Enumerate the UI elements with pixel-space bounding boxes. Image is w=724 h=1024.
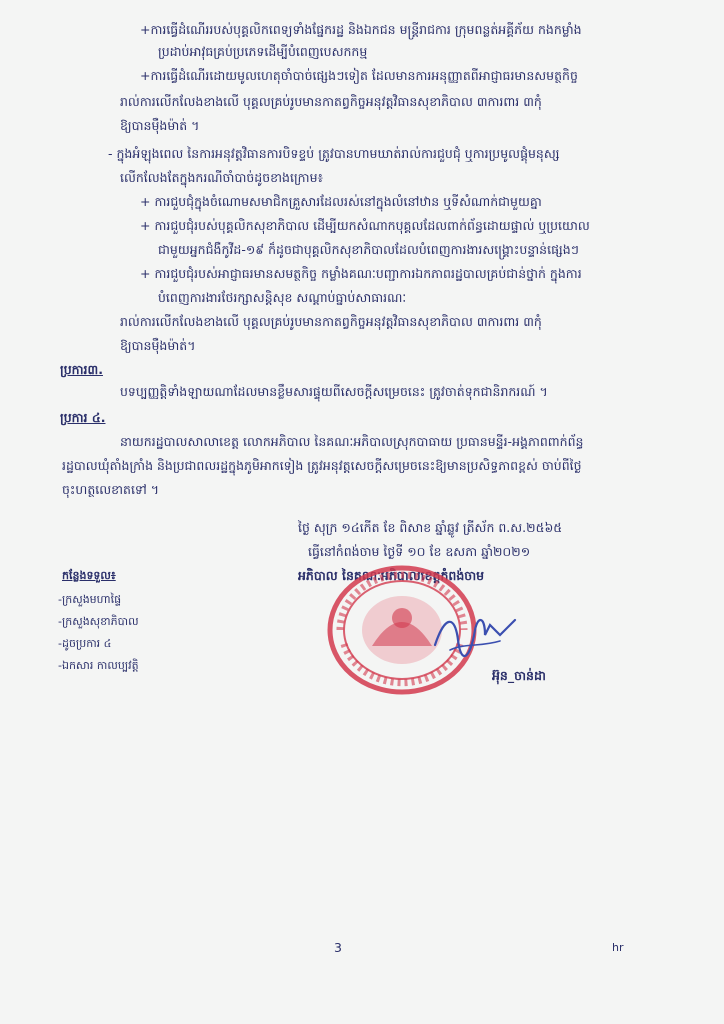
article4-body: ចុះហត្ថលេខាតទៅ ។ bbox=[62, 482, 160, 497]
article4-body: រដ្ឋបាលឃុំតាំងក្រាំង និងប្រជាពលរដ្ឋក្នុងភូមិអាកទៀង ត្រូវអនុវត្តសេចក្តីសម្រេចនេះឱ្យមានប្រសិទ្ធភាពខ្ពស់ ចាប់ពីថ្ងៃ bbox=[62, 458, 582, 473]
text-line: ប្រដាប់អាវុធគ្រប់ប្រភេទដើម្បីបំពេញបេសកកម្ម bbox=[158, 44, 368, 59]
text-line: + ការជួបជុំក្នុងចំណោមសមាជិកគ្រួសារដែលរស់នៅក្នុងលំនៅឋាន ឬទីសំណាក់ជាមួយគ្នា bbox=[140, 194, 542, 209]
text-line: - ក្នុងអំឡុងពេល នៃការអនុវត្តវិធានការបិទខ្ទប់ ត្រូវបានហាមឃាត់រាល់ការជួបជុំ ឬការប្រមូលផ្តុំមនុស្ស bbox=[108, 146, 560, 161]
text-line: បំពេញការងារថែរក្សាសន្តិសុខ សណ្តាប់ធ្នាប់សាធារណៈ bbox=[158, 290, 407, 305]
recipient-item: -ឯកសារ កាលប្បវត្តិ bbox=[58, 659, 139, 672]
article3-body: បទប្បញ្ញត្តិទាំងឡាយណាដែលមានខ្លឹមសារផ្ទុយពីសេចក្តីសម្រេចនេះ ត្រូវចាត់ទុកជានិរាករណ៍ ។ bbox=[120, 384, 548, 399]
text-line: +ការធ្វើដំណើររបស់បុគ្គលិកពេទ្យទាំងផ្នែករដ្ឋ និងឯកជន មន្ត្រីរាជការ ក្រុមពន្លត់អគ្គីភ័យ កងកម្លាំង bbox=[140, 22, 582, 37]
text-line: + ការជួបជុំរបស់បុគ្គលិកសុខាភិបាល ដើម្បីយកសំណាកបុគ្គលដែលពាក់ព័ន្ធដោយផ្ទាល់ ឬប្រយោល bbox=[140, 218, 590, 233]
page-number: 3 bbox=[334, 940, 342, 955]
text-line: លើកលែងតែក្នុងករណីចាំបាច់ដូចខាងក្រោម៖ bbox=[120, 170, 324, 185]
footer-mark: hr bbox=[612, 941, 624, 954]
recipient-item: -ក្រសួងមហាផ្ទៃ bbox=[58, 593, 122, 606]
solar-date: ធ្វើនៅកំពង់ចាម ថ្ងៃទី ១០ ខែ ឧសភា ឆ្នាំ២០២១ bbox=[308, 544, 531, 559]
text-line: +ការធ្វើដំណើរដោយមូលហេតុចាំបាច់ផ្សេងៗទៀត ដែលមានការអនុញ្ញាតពីអាជ្ញាធរមានសមត្ថកិច្ច bbox=[140, 68, 578, 83]
handwritten-signature bbox=[430, 605, 520, 665]
text-line: ឱ្យបានម៉ឺងម៉ាត់។ bbox=[120, 338, 196, 353]
recipients-heading: កន្លែងទទួល៖ bbox=[62, 569, 116, 582]
recipient-item: -ក្រសួងសុខាភិបាល bbox=[58, 615, 139, 628]
text-line: + ការជួបជុំរបស់អាជ្ញាធរមានសមត្ថកិច្ច កម្លាំងគណៈបញ្ជាការឯកភាពរដ្ឋបាលគ្រប់ជាន់ថ្នាក់ ក្នុងការ bbox=[140, 266, 582, 281]
signatory-name: អ៊ុន_ចាន់ដា bbox=[492, 668, 546, 683]
text-line: ជាមួយអ្នកជំងឺកូវីដ-១៩ ក៏ដូចជាបុគ្គលិកសុខាភិបាលដែលបំពេញការងារសង្គ្រោះបន្ទាន់ផ្សេងៗ bbox=[158, 242, 579, 257]
recipient-item: -ដូចប្រការ ៤ bbox=[58, 637, 112, 650]
article4-heading: ប្រការ ៤. bbox=[60, 410, 106, 425]
lunar-date: ថ្ងៃ សុក្រ ១៤កើត ខែ ពិសាខ ឆ្នាំឆ្លូវ ត្រីស័ក ព.ស.២៥៦៥ bbox=[298, 520, 563, 535]
article3-heading: ប្រការ៣. bbox=[60, 362, 103, 377]
text-line: ឱ្យបានម៉ឺងម៉ាត់ ។ bbox=[120, 118, 200, 133]
text-line: រាល់ការលើកលែងខាងលើ បុគ្គលគ្រប់រូបមានកាតព្វកិច្ចអនុវត្តវិធានសុខាភិបាល ៣ការពារ ៣កុំ bbox=[120, 94, 542, 109]
article4-body: នាយករដ្ឋបាលសាលាខេត្ត លោកអភិបាល នៃគណៈអភិបាលស្រុកបាធាយ ប្រធានមន្ទីរ-អង្គភាពពាក់ព័ន្ធ bbox=[120, 434, 584, 449]
signatory-title: អភិបាល នៃគណៈអភិបាលខេត្តកំពង់ចាម bbox=[298, 568, 485, 583]
text-line: រាល់ការលើកលែងខាងលើ បុគ្គលគ្រប់រូបមានកាតព្វកិច្ចអនុវត្តវិធានសុខាភិបាល ៣ការពារ ៣កុំ bbox=[120, 314, 542, 329]
